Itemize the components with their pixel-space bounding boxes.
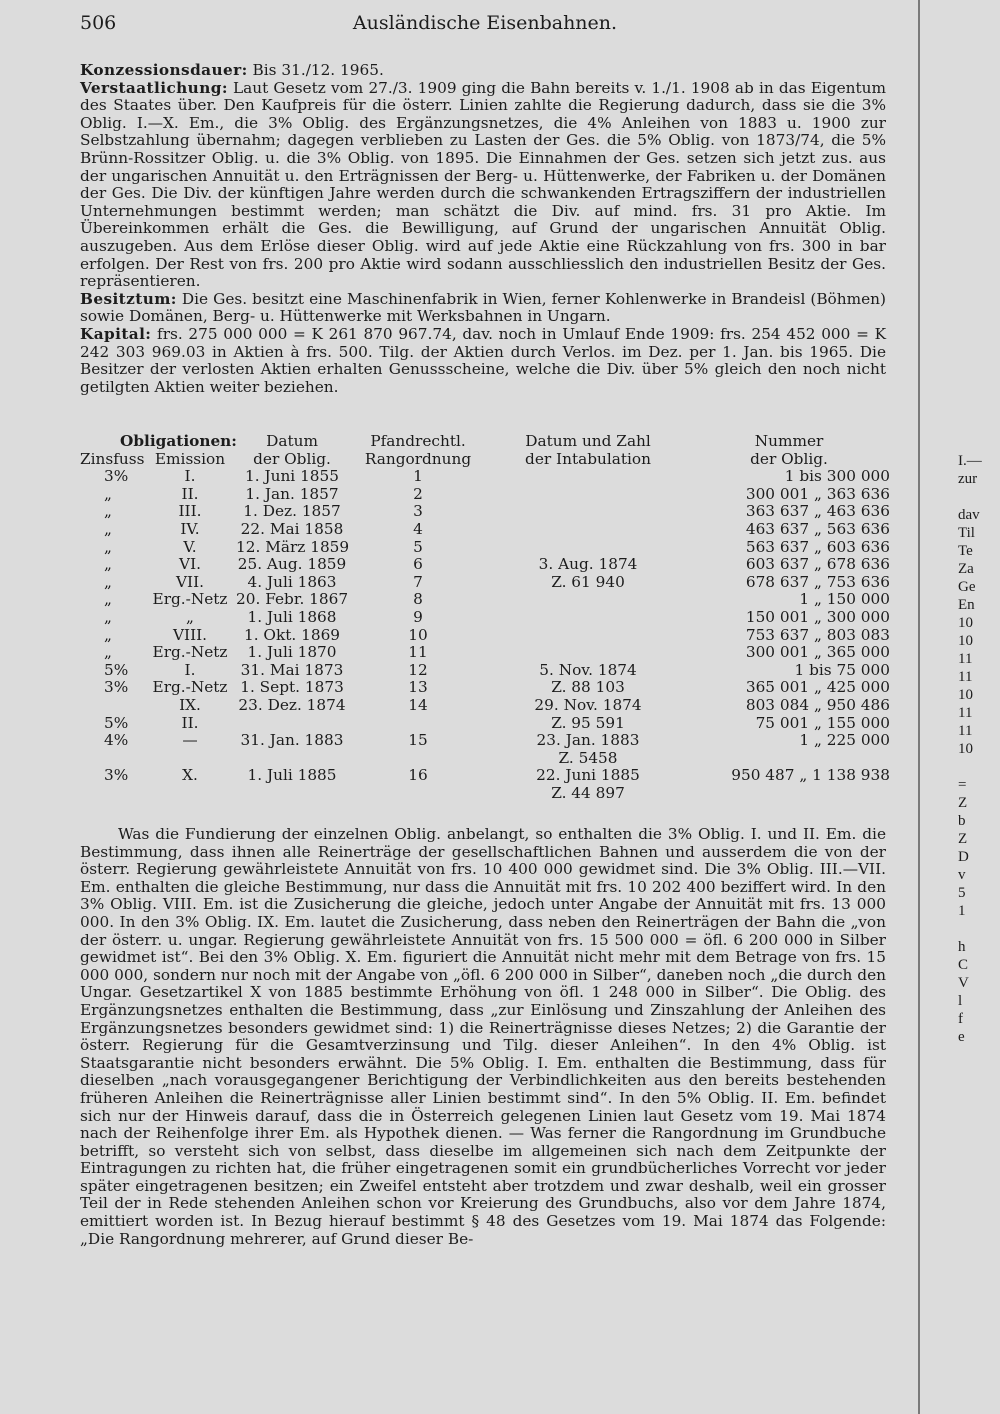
table-cell: 31. Mai 1873	[240, 660, 344, 679]
table-cell: 1. Juni 1855	[245, 467, 339, 486]
table-cell: 75 001 „ 155 000	[755, 713, 891, 732]
table-cell: 1. Sept. 1873	[240, 678, 344, 697]
table-row	[80, 468, 890, 486]
col-header: Emission	[154, 449, 226, 468]
adjacent-page-margin	[958, 452, 1000, 1172]
table-cell: 14	[408, 695, 428, 714]
table-cell: —	[182, 731, 198, 750]
margin-fragment: V	[958, 975, 969, 991]
margin-fragment: l	[958, 993, 963, 1009]
table-cell: „	[104, 537, 112, 556]
paragraph	[80, 291, 886, 326]
table-row	[80, 697, 890, 715]
table-cell	[348, 785, 488, 803]
table-cell: 3	[413, 502, 423, 521]
table-cell: Z. 44 897	[551, 783, 625, 802]
margin-fragment: Til	[958, 525, 975, 541]
table-cell: 23. Dez. 1874	[238, 695, 346, 714]
paragraph-label: Verstaatlichung:	[80, 78, 228, 97]
table-cell: X.	[182, 766, 198, 785]
margin-fragment: 1	[958, 903, 966, 919]
table-cell: 16	[408, 766, 428, 785]
table-cell	[236, 785, 348, 803]
table-cell: 3. Aug. 1874	[538, 555, 638, 574]
table-cell: III.	[178, 502, 202, 521]
margin-fragment: Z	[958, 831, 968, 847]
table-cell	[80, 697, 144, 715]
table-cell: 11	[408, 643, 428, 662]
table-cell: 3%	[104, 678, 129, 697]
table-cell	[236, 750, 348, 768]
table-cell: „	[104, 502, 112, 521]
table-cell: 3%	[104, 467, 129, 486]
table-cell: 22. Juni 1885	[536, 766, 640, 785]
table-cell: IX.	[179, 695, 201, 714]
table-cell: „	[104, 572, 112, 591]
margin-fragment: 11	[958, 723, 973, 739]
margin-fragment: 11	[958, 651, 973, 667]
table-cell	[488, 521, 688, 539]
table-cell: 365 001 „ 425 000	[745, 678, 891, 697]
table-cell	[488, 644, 688, 662]
col-header: Datum und Zahl	[525, 432, 651, 450]
table-cell: 150 001 „ 300 000	[745, 607, 891, 626]
margin-fragment: Z	[958, 795, 968, 811]
table-cell: 2	[413, 484, 423, 503]
margin-fragment: 11	[958, 705, 973, 721]
table-cell	[144, 750, 236, 768]
table-cell: Z. 61 940	[551, 572, 625, 591]
table-cell: „	[104, 519, 112, 538]
table-cell: 12	[408, 660, 428, 679]
table-cell: 9	[413, 607, 423, 626]
paragraph-text: Die Ges. besitzt eine Maschinenfabrik in Wien, ferner Kohlenwerke in Brandeisl (Böhmen) sowie Domänen, Berg- u. Hüttenwerke mit Werksbahnen in Ungarn.	[80, 289, 886, 326]
table-cell: 10	[408, 625, 428, 644]
table-cell	[488, 609, 688, 627]
margin-fragment: zur	[958, 471, 978, 487]
margin-fragment: En	[958, 597, 975, 613]
table-cell: IV.	[180, 519, 200, 538]
table-cell: 1. Jan. 1857	[245, 484, 339, 503]
table-cell: 803 084 „ 950 486	[745, 695, 891, 714]
table-cell: VI.	[179, 555, 201, 574]
table-row	[80, 609, 890, 627]
margin-fragment: h	[958, 939, 966, 955]
table-cell: 5	[413, 537, 423, 556]
table-cell	[144, 785, 236, 803]
paragraph-text: Bis 31./12. 1965.	[247, 61, 384, 79]
paragraph-text: frs. 275 000 000 = K 261 870 967.74, dav. noch in Umlauf Ende 1909: frs. 254 452 000 = K 242 303 969.03 in Aktien à frs. 500. Tilg. der Aktien durch Verlos. im Dez. per 1. Jan. bis 1965. Die Besitzer der verlosten Aktien erhalten Genussscheine, welche die Div. über 5% gleich den noch nicht getilgten Aktien weiter beziehen.	[80, 324, 886, 396]
table-cell: „	[104, 590, 112, 609]
margin-fragment	[958, 1154, 1000, 1172]
table-row	[80, 591, 890, 609]
table-cell: VII.	[176, 572, 204, 591]
table-row	[80, 521, 890, 539]
table-cell: 8	[413, 590, 423, 609]
margin-fragment: f	[958, 1011, 963, 1027]
table-cell: Erg.-Netz	[152, 643, 228, 662]
table-cell: 15	[408, 731, 428, 750]
table-cell: V.	[183, 537, 197, 556]
table-cell: 1	[413, 467, 423, 486]
margin-fragment: 11	[958, 669, 973, 685]
table-row	[80, 767, 890, 785]
col-header: Zinsfuss	[80, 449, 145, 468]
table-header-row-2	[80, 451, 890, 469]
margin-fragment: Za	[958, 561, 974, 577]
col-header: der Oblig.	[750, 449, 828, 468]
table-cell: 563 637 „ 603 636	[745, 537, 891, 556]
table-cell: 23. Jan. 1883	[536, 731, 640, 750]
table-cell: 29. Nov. 1874	[534, 695, 642, 714]
paragraph: Was die Fundierung der einzelnen Oblig. anbelangt, so enthalten die 3% Oblig. I. und II. Em. die Bestimmung, dass ihnen alle Reinerträge der gesellschaftlichen Bahnen und ausserdem die von der österr. Regierung gewährleistete Annuität von frs. 10 400 000 gewidmet sind. Die 3% Oblig. III.—VII. Em. enthalten die gleiche Bestimmung, nur dass die Annuität mit frs. 10 202 400 beziffert wird. In den 3% Oblig. VIII. Em. ist die Zusicherung die gleiche, jedoch unter Angabe der Annuität mit frs. 13 000 000. In den 3% Oblig. IX. Em. lautet die Zusicherung, dass neben den Reinerträgen der Bahn die „von der österr. u. ungar. Regierung gewährleistete Annuität von frs. 15 500 000 = öfl. 6 200 000 in Silber gewidmet ist“. Bei den 3% Oblig. X. Em. figuriert die Annuität nicht mehr mit dem Betrage von frs. 15 000 000, sondern nur noch mit der Angabe von „öfl. 6 200 000 in Silber“, daneben noch „die durch den Ungar. Gesetzartikel X von 1885 bestimmte Erhöhung von öfl. 1 248 000 in Silber“. Die Oblig. des Ergänzungsnetzes enthalten die Bestimmung, dass „zur Einlösung und Zinszahlung der Anleihen des Ergänzungsnetzes besonders gewidmet sind: 1) die Reinerträgnisse dieses Netzes; 2) die Garantie der österr. Regierung für die Gesamtverzinsung und Tilg. dieser Anleihen“. In den 4% Oblig. ist Staatsgarantie nicht besonders erwähnt. Die 5% Oblig. I. Em. enthalten die Bestimmung, dass für dieselben „nach vorausgegangener Berichtigung der Verbindlichkeiten aus den bereits bestehenden früheren Anleihen die Reinerträgnisse aller Linien bestimmt sind“. In den 5% Oblig. II. Em. befindet sich nur der Hinweis darauf, dass die in Österreich gelegenen Linien laut Gesetz vom 19. Mai 1874 nach der Reihenfolge ihrer Em. als Hypothek dienen. — Was ferner die Rangordnung im Grundbuche betrifft, so versteht sich von selbst, dass dieselbe im allgemeinen sich nach dem Zeitpunkte der Eintragungen zu richten hat, die früher eingetragenen somit ein grundbücherliches Vorrecht vor jeder später eingetragenen besitzen; ein Zweifel entsteht aber trotzdem und zwar deshalb, weil ein grosser Teil der in Rede stehenden Anleihen schon vor Kreierung des Grundbuchs, also vor dem Jahre 1874, emittiert worden ist. In Bezug hierauf bestimmt § 48 des Gesetzes vom 19. Mai 1874 das Folgende: „Die Rangordnung mehrerer, auf Grund dieser Be-	[80, 825, 886, 1248]
paragraph-label: Kapital:	[80, 324, 152, 343]
table-cell: VIII.	[172, 625, 208, 644]
table-cell: I.	[184, 660, 196, 679]
table-cell: 31. Jan. 1883	[240, 731, 344, 750]
table-cell	[80, 785, 144, 803]
obligations-table	[80, 433, 890, 802]
margin-fragment: 10	[958, 615, 973, 631]
table-label: Obligationen:	[120, 432, 237, 450]
table-cell: 7	[413, 572, 423, 591]
margin-fragment	[958, 1136, 1000, 1154]
page-number: 506	[80, 12, 117, 34]
table-cell: II.	[181, 484, 199, 503]
table-row	[80, 715, 890, 733]
table-cell: „	[186, 607, 194, 626]
table-row	[80, 679, 890, 697]
table-cell	[348, 715, 488, 733]
table-cell: 5%	[104, 713, 129, 732]
margin-fragment	[958, 920, 1000, 938]
margin-fragment	[958, 758, 1000, 776]
table-cell: „	[104, 625, 112, 644]
page-fold-line	[918, 0, 920, 1414]
col-header: Nummer	[754, 432, 824, 450]
table-cell: Z. 88 103	[551, 678, 625, 697]
table-row	[80, 503, 890, 521]
margin-fragment	[958, 1046, 1000, 1064]
table-row	[80, 662, 890, 680]
table-cell: 1 „ 150 000	[799, 590, 891, 609]
table-cell: 1. Dez. 1857	[243, 502, 341, 521]
col-header: Rangordnung	[364, 449, 472, 468]
table-cell	[80, 750, 144, 768]
table-cell: 678 637 „ 753 636	[745, 572, 891, 591]
col-header: der Oblig.	[253, 449, 331, 468]
table-row	[80, 644, 890, 662]
margin-fragment: b	[958, 813, 966, 829]
table-cell: 300 001 „ 363 636	[745, 484, 891, 503]
running-title: Ausländische Eisenbahnen.	[352, 12, 618, 34]
table-cell: 22. Mai 1858	[240, 519, 344, 538]
table-row	[80, 732, 890, 750]
col-header: Pfandrechtl.	[370, 432, 466, 450]
paragraph	[80, 62, 886, 80]
table-cell: 463 637 „ 563 636	[745, 519, 891, 538]
table-cell: 1. Juli 1868	[247, 607, 337, 626]
margin-fragment: dav	[958, 507, 980, 523]
table-cell: Erg.-Netz	[152, 590, 228, 609]
table-cell: „	[104, 607, 112, 626]
margin-fragment: =	[958, 777, 967, 793]
table-row	[80, 750, 890, 768]
paragraph-text: Laut Gesetz vom 27./3. 1909 ging die Bahn bereits v. 1./1. 1908 ab in das Eigentum des Staates über. Den Kaufpreis für die österr. Linien zahlte die Regierung dadurch, dass sie die 3% Oblig. I.—X. Em., die 3% Oblig. des Ergänzungsnetzes, die 4% Anleihen von 1883 u. 1900 zur Selbstzahlung übernahm; dagegen verblieben zu Lasten der Ges. die 5% Oblig. von 1873/74, die 5% Brünn-Rossitzer Oblig. u. die 3% Oblig. von 1895. Die Einnahmen der Ges. setzen sich jetzt zus. aus der ungarischen Annuität u. den Erträgnissen der Berg- u. Hüttenwerke, der Fabriken u. der Domänen der Ges. Die Div. der künftigen Jahre werden durch die schwankenden Ertragsziffern der industriellen Unternehmungen bestimmt werden; man schätzt die Div. auf mind. frs. 31 pro Aktie. Im Übereinkommen erhält die Ges. die Bewilligung, auf Grund der ungarischen Annuität Oblig. auszugeben. Aus dem Erlöse dieser Oblig. wird auf jede Aktie eine Rückzahlung von frs. 300 in bar erfolgen. Der Rest von frs. 200 pro Aktie wird sodann ausschliesslich den industriellen Besitz der Ges. repräsentieren.	[80, 78, 886, 291]
table-cell: „	[104, 484, 112, 503]
page-header	[80, 12, 890, 40]
intro-paragraphs	[80, 62, 886, 396]
table-cell: 3%	[104, 766, 129, 785]
table-row	[80, 574, 890, 592]
table-cell: „	[104, 643, 112, 662]
table-cell: 753 637 „ 803 083	[745, 625, 891, 644]
margin-fragment: C	[958, 957, 969, 973]
margin-fragment: e	[958, 1029, 965, 1045]
table-cell: 4%	[104, 731, 129, 750]
table-cell: 300 001 „ 365 000	[745, 643, 891, 662]
margin-fragment: 10	[958, 633, 973, 649]
table-cell: 1. Juli 1870	[247, 643, 337, 662]
table-cell	[488, 486, 688, 504]
margin-fragment: 10	[958, 687, 973, 703]
table-cell: „	[104, 555, 112, 574]
table-cell: 4	[413, 519, 423, 538]
table-cell: 1. Okt. 1869	[243, 625, 341, 644]
margin-fragment: D	[958, 849, 969, 865]
table-cell: I.	[184, 467, 196, 486]
table-row	[80, 556, 890, 574]
table-header-row-1	[80, 433, 890, 451]
table-cell: 5%	[104, 660, 129, 679]
table-cell: 950 487 „ 1 138 938	[731, 766, 891, 785]
table-cell: Z. 5458	[558, 748, 618, 767]
margin-fragment: Te	[958, 543, 973, 559]
table-cell: II.	[181, 713, 199, 732]
table-row	[80, 785, 890, 803]
margin-fragment: v	[958, 867, 966, 883]
body-text	[80, 826, 886, 1248]
table-cell: 1 „ 225 000	[799, 731, 891, 750]
table-cell: 13	[408, 678, 428, 697]
table-cell: 1. Juli 1885	[247, 766, 337, 785]
table-cell: 6	[413, 555, 423, 574]
table-cell: 12. März 1859	[236, 537, 350, 556]
table-cell	[348, 750, 488, 768]
table-cell: 25. Aug. 1859	[237, 555, 347, 574]
margin-fragment	[958, 1100, 1000, 1118]
margin-fragment: Ge	[958, 579, 976, 595]
margin-fragment	[958, 1064, 1000, 1082]
col-header: Datum	[266, 432, 318, 450]
col-header: der Intabulation	[525, 449, 651, 468]
table-cell: 603 637 „ 678 636	[745, 555, 891, 574]
table-cell: 1 bis 75 000	[794, 660, 891, 679]
table-cell	[236, 715, 348, 733]
table-cell	[688, 785, 890, 803]
table-cell	[488, 591, 688, 609]
margin-fragment: 5	[958, 885, 966, 901]
paragraph	[80, 326, 886, 396]
table-cell: 5. Nov. 1874	[539, 660, 637, 679]
table-row	[80, 627, 890, 645]
margin-fragment: 10	[958, 741, 973, 757]
table-cell: 1 bis 300 000	[784, 467, 891, 486]
paragraph-label: Besitztum:	[80, 289, 177, 308]
paragraph-label: Konzessionsdauer:	[80, 61, 248, 79]
table-cell	[688, 750, 890, 768]
table-cell: 363 637 „ 463 636	[745, 502, 891, 521]
table-cell: 20. Febr. 1867	[236, 590, 349, 609]
table-cell	[488, 468, 688, 486]
table-cell: Erg.-Netz	[152, 678, 228, 697]
margin-fragment	[958, 1082, 1000, 1100]
table-cell: 4. Juli 1863	[247, 572, 337, 591]
table-cell	[488, 627, 688, 645]
margin-fragment	[958, 488, 1000, 506]
table-cell	[488, 503, 688, 521]
paragraph	[80, 80, 886, 291]
table-row	[80, 539, 890, 557]
table-cell	[488, 539, 688, 557]
table-row	[80, 486, 890, 504]
margin-fragment: I.—	[958, 453, 982, 469]
margin-fragment	[958, 1118, 1000, 1136]
table-cell: Z. 95 591	[551, 713, 625, 732]
